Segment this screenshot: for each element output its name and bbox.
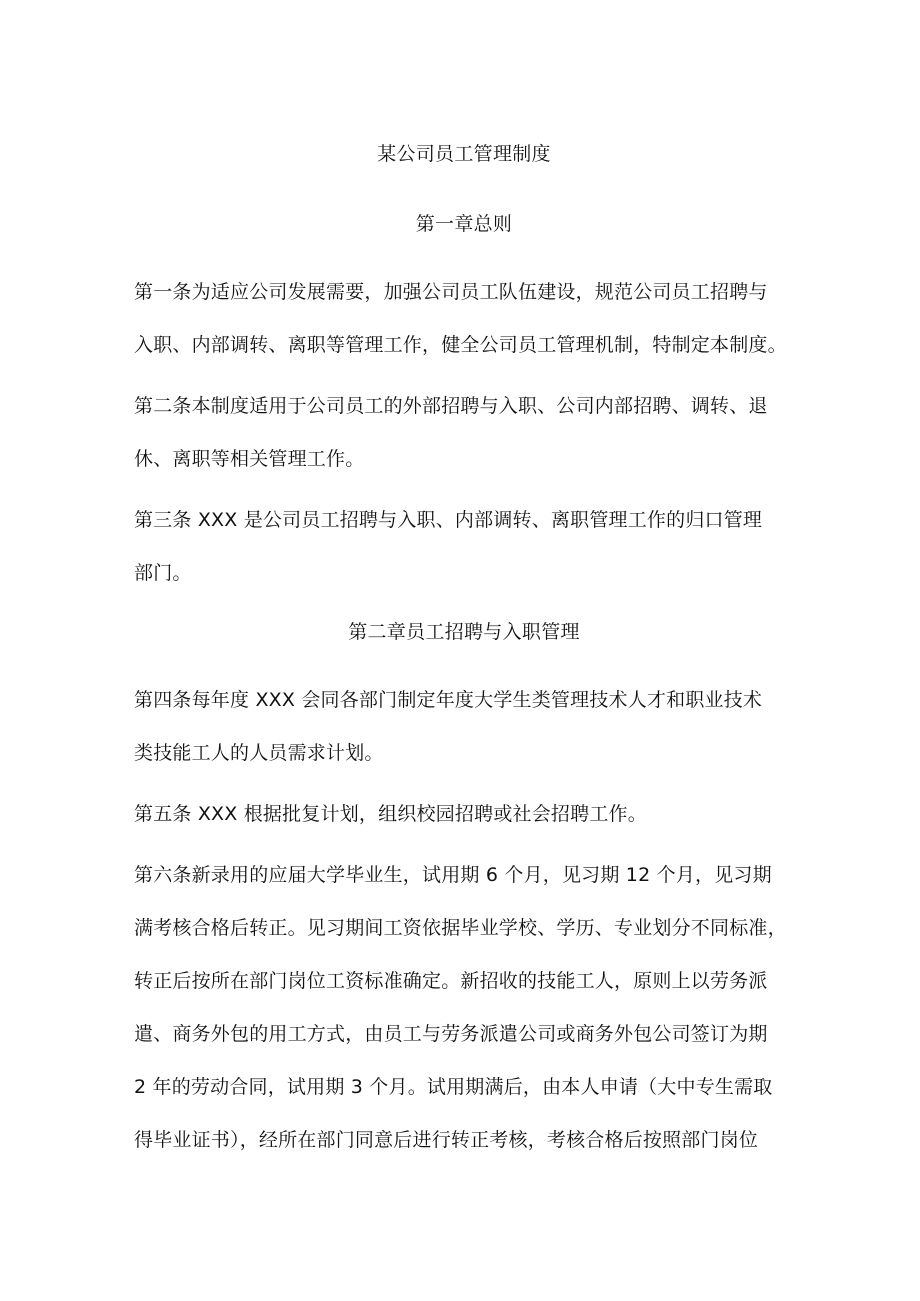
article-6-line-3: 转正后按所在部门岗位工资标准确定。新招收的技能工人，原则上以劳务派 (134, 970, 768, 992)
article-2-line-2: 休、离职等相关管理工作。 (134, 448, 365, 470)
document-body (134, 130, 794, 1175)
article-4-line-1: 第四条每年度 XXX 会同各部门制定年度大学生类管理技术人才和职业技术 (134, 689, 763, 711)
article-3 (134, 494, 794, 600)
article-6-line-5: 2 年的劳动合同，试用期 3 个月。试用期满后，由本人申请（大中专生需取 (134, 1076, 773, 1098)
chapter-2-heading: 第二章员工招聘与入职管理 (348, 621, 580, 643)
article-6-line-4: 遣、商务外包的用工方式，由员工与劳务派遣公司或商务外包公司签订为期 (134, 1023, 768, 1045)
article-6-line-6: 得毕业证书），经所在部门同意后进行转正考核，考核合格后按照部门岗位 (134, 1129, 759, 1151)
article-3-line-1: 第三条 XXX 是公司员工招聘与入职、内部调转、离职管理工作的归口管理 (134, 509, 763, 531)
article-1-line-2: 入职、内部调转、离职等管理工作，健全公司员工管理机制，特制定本制度。 (134, 334, 787, 356)
article-6 (134, 849, 794, 1167)
article-4 (134, 674, 794, 780)
article-1 (134, 266, 794, 372)
article-1-line-1: 第一条为适应公司发展需要，加强公司员工队伍建设，规范公司员工招聘与 (134, 281, 768, 303)
article-5-line-1: 第五条 XXX 根据批复计划，组织校园招聘或社会招聘工作。 (134, 803, 647, 825)
article-6-line-1: 第六条新录用的应届大学毕业生，试用期 6 个月，见习期 12 个月，见习期 (134, 864, 772, 886)
article-4-line-2: 类技能工人的人员需求计划。 (134, 742, 384, 764)
article-2 (134, 380, 794, 486)
article-5 (134, 788, 794, 841)
article-6-line-2: 满考核合格后转正。见习期间工资依据毕业学校、学历、专业划分不同标准， (134, 917, 787, 939)
article-2-line-1: 第二条本制度适用于公司员工的外部招聘与入职、公司内部招聘、调转、退 (134, 395, 768, 417)
document-title: 某公司员工管理制度 (377, 143, 551, 165)
article-3-line-2: 部门。 (134, 562, 192, 584)
chapter-1-heading: 第一章总则 (415, 213, 513, 235)
